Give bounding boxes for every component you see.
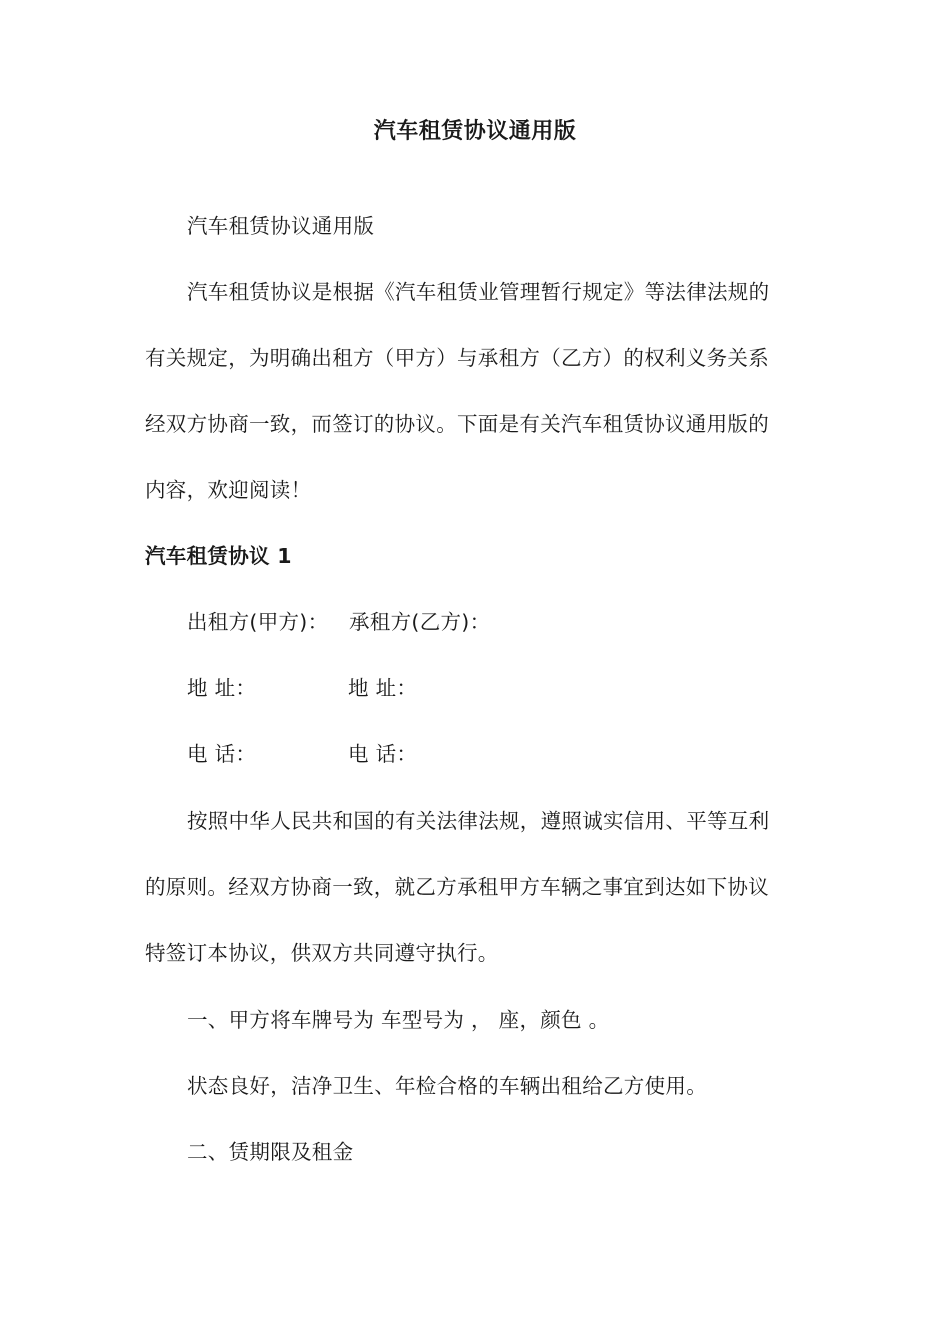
lessee-phone-label: 电 话：	[348, 742, 418, 766]
clause-1-line-1: 一、甲方将车牌号为 车型号为 ， 座，颜色 。	[187, 1008, 610, 1032]
lessor-phone-label: 电 话：	[187, 742, 257, 766]
intro-line-2: 有关规定，为明确出租方（甲方）与承租方（乙方）的权利义务关系	[145, 346, 769, 370]
intro-line-4: 内容，欢迎阅读！	[145, 478, 312, 502]
document-title: 汽车租赁协议通用版	[373, 119, 577, 144]
preamble-line-1: 按照中华人民共和国的有关法律法规，遵照诚实信用、平等互利	[187, 809, 770, 833]
preamble-line-3: 特签订本协议，供双方共同遵守执行。	[145, 941, 499, 965]
clause-2-heading: 二、赁期限及租金	[187, 1140, 354, 1164]
clause-1-line-2: 状态良好，洁净卫生、年检合格的车辆出租给乙方使用。	[187, 1074, 707, 1098]
intro-line-1: 汽车租赁协议是根据《汽车租赁业管理暂行规定》等法律法规的	[187, 280, 770, 304]
lessor-address-label: 地 址：	[187, 676, 257, 700]
section-heading-agreement-1: 汽车租赁协议 1	[145, 544, 292, 568]
document-subtitle: 汽车租赁协议通用版	[187, 214, 375, 238]
lessor-label: 出租方(甲方)：	[187, 610, 329, 634]
lessee-address-label: 地 址：	[348, 676, 418, 700]
preamble-line-2: 的原则。经双方协商一致，就乙方承租甲方车辆之事宜到达如下协议	[145, 875, 769, 899]
lessee-label: 承租方(乙方)：	[349, 610, 491, 634]
intro-line-3: 经双方协商一致，而签订的协议。下面是有关汽车租赁协议通用版的	[145, 412, 769, 436]
